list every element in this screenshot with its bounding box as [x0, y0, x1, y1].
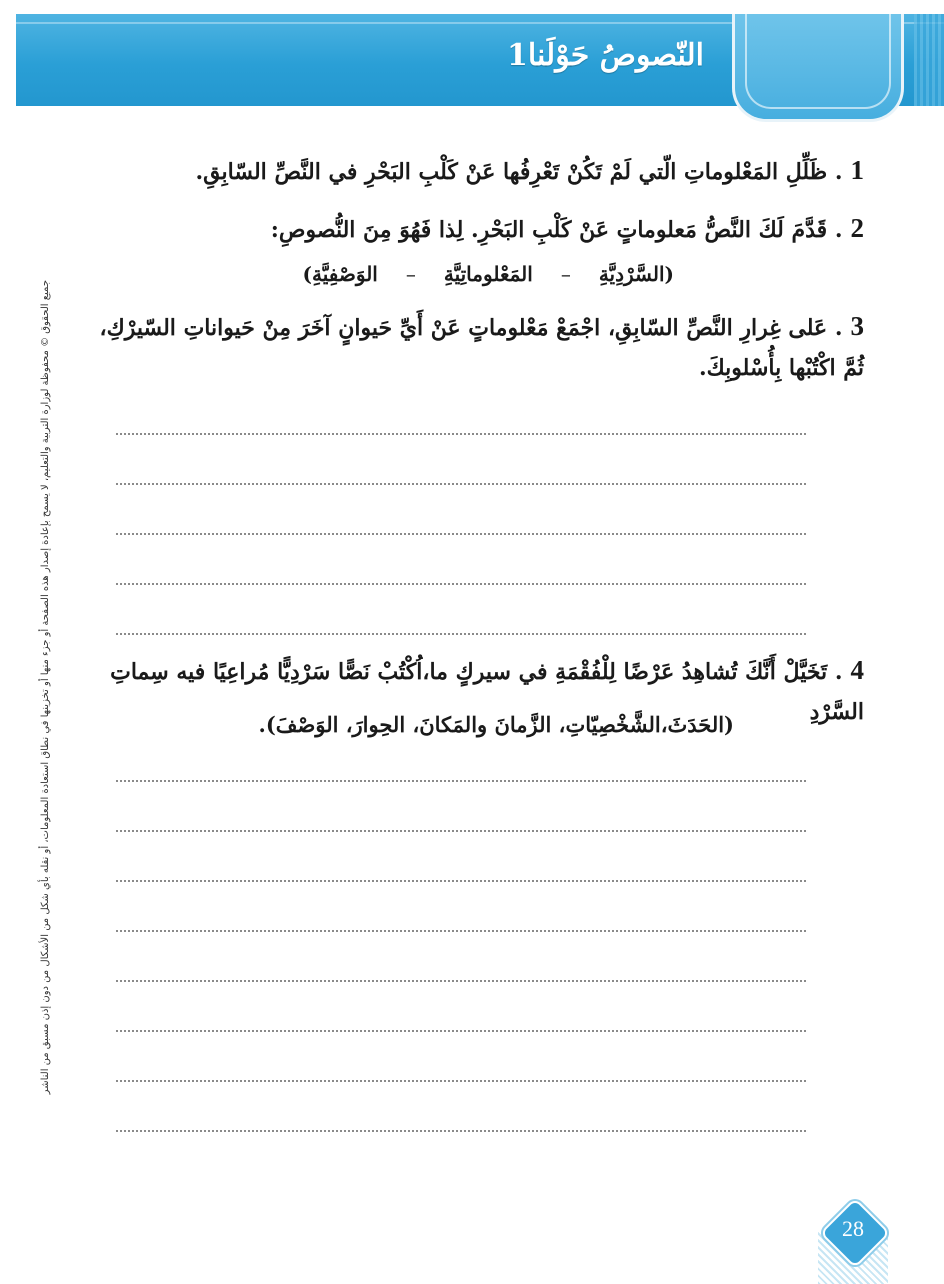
page-title: النّصوصُ حَوْلَنا1 [506, 38, 704, 73]
question-2 [84, 208, 864, 250]
choice-narrative[interactable]: (السَّرْدِيَّةِ [598, 262, 674, 286]
choice-descriptive[interactable]: الوَصْفِيَّةِ) [302, 262, 378, 286]
answer-line[interactable] [116, 780, 806, 782]
answer-line[interactable] [116, 533, 806, 535]
choice-informative[interactable]: المَعْلوماتِيَّةِ [443, 262, 533, 286]
answer-line[interactable] [116, 830, 806, 832]
answer-line[interactable] [116, 930, 806, 932]
question-1-number: 1 [850, 155, 864, 185]
answer-line[interactable] [116, 583, 806, 585]
banner-tab-inner [745, 14, 891, 109]
copyright-notice: جميع الحقوق © محفوظة لوزارة التربية والتعليم، لا يسمح بإعادة إصدار هذه الصفحة أو جزء منها أو تخزينها في نطاق استعادة المعلومات، أو نقله بأي شكل من الأشكال من دون إذن مسبق من الناشر [40, 280, 51, 1095]
answer-line[interactable] [116, 433, 806, 435]
banner-tab-decoration [732, 14, 904, 122]
answer-line[interactable] [116, 1080, 806, 1082]
page-number: 28 [842, 1216, 864, 1241]
question-2-number: 2 [850, 213, 864, 243]
question-1-text: . ظَلِّلِ المَعْلوماتِ الّتي لَمْ تَكُنْ تَعْرِفُها عَنْ كَلْبِ البَحْرِ في النَّصِّ السّابِقِ. [195, 159, 843, 185]
question-4-number: 4 [850, 655, 864, 685]
question-2-choices [303, 262, 674, 286]
banner-edge-pattern [914, 14, 944, 106]
answer-line[interactable] [116, 483, 806, 485]
answer-line[interactable] [116, 1030, 806, 1032]
question-1 [84, 150, 864, 192]
page-number-badge [818, 1196, 888, 1266]
answer-line[interactable] [116, 880, 806, 882]
question-3 [84, 306, 864, 388]
choice-separator: – [405, 262, 416, 286]
question-4-elements: (الحَدَثَ،الشَّخْصِيّاتِ، الزَّمانَ والمَكانَ، الحِوارَ، الوَصْفَ). [258, 712, 734, 737]
answer-line[interactable] [116, 633, 806, 635]
question-2-text: . قَدَّمَ لَكَ النَّصُّ مَعلوماتٍ عَنْ كَلْبِ البَحْرِ. لِذا فَهُوَ مِنَ النُّصوصِ: [270, 217, 843, 243]
question-3-number: 3 [850, 311, 864, 341]
question-4-text: . تَخَيَّلْ أَنَّكَ تُشاهِدُ عَرْضًا لِلْفُقْمَةِ في سيركٍ ما،اُكْتُبْ نَصًّا سَرْدِيًّا مُراعِيًا فيه سِماتِ السَّرْدِ [110, 659, 864, 725]
answer-line[interactable] [116, 980, 806, 982]
header-banner [16, 14, 944, 106]
answer-line[interactable] [116, 1130, 806, 1132]
question-3-text: . عَلى غِرارِ النَّصِّ السّابِقِ، اجْمَعْ مَعْلوماتٍ عَنْ أَيِّ حَيوانٍ آخَرَ مِنْ حَيواناتِ السّيرْكِ، ثُمَّ اكْتُبْها بِأُسْلوبِكَ. [99, 315, 864, 381]
choice-separator: – [560, 262, 571, 286]
